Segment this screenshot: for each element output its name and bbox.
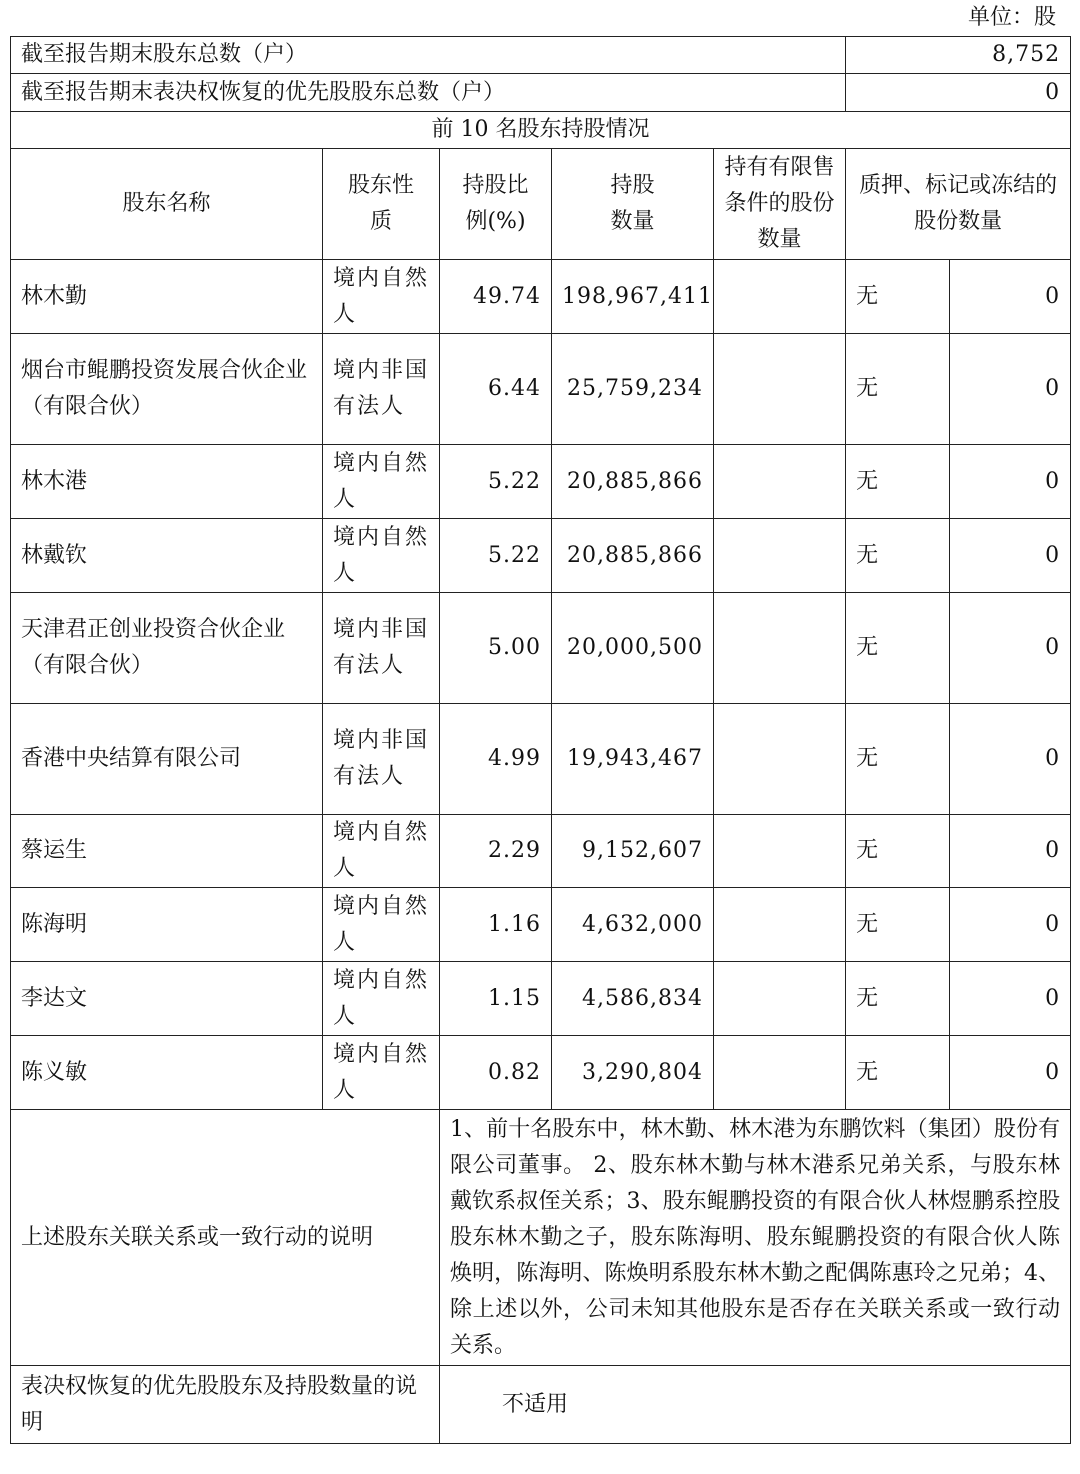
shareholder-ratio: 5.22 xyxy=(440,519,552,593)
shareholder-nature: 境内自然人 xyxy=(323,815,440,888)
preferred-note-value: 不适用 xyxy=(440,1366,1071,1444)
shareholder-ratio: 5.00 xyxy=(440,593,552,704)
shareholder-row xyxy=(11,260,1071,334)
header-row xyxy=(11,149,1071,260)
shareholder-row xyxy=(11,888,1071,962)
shareholder-nature: 境内自然人 xyxy=(323,962,440,1036)
shareholder-restricted xyxy=(714,962,846,1036)
shareholder-nature: 境内非国有法人 xyxy=(323,704,440,815)
shareholder-nature: 境内自然人 xyxy=(323,888,440,962)
shareholder-nature: 境内自然人 xyxy=(323,519,440,593)
shareholder-pledge-qty: 0 xyxy=(950,519,1071,593)
shareholder-quantity: 3,290,804 xyxy=(552,1036,714,1110)
shareholder-quantity: 20,885,866 xyxy=(552,519,714,593)
shareholder-ratio: 6.44 xyxy=(440,334,552,445)
shareholder-name: 陈义敏 xyxy=(11,1036,323,1110)
shareholder-restricted xyxy=(714,815,846,888)
shareholder-name: 林戴钦 xyxy=(11,519,323,593)
preferred-shareholders-value: 0 xyxy=(846,74,1071,112)
shareholder-restricted xyxy=(714,888,846,962)
shareholder-pledge-qty: 0 xyxy=(950,1036,1071,1110)
shareholder-quantity: 9,152,607 xyxy=(552,815,714,888)
shareholder-row xyxy=(11,815,1071,888)
header-restricted: 持有有限售条件的股份数量 xyxy=(714,149,846,260)
preferred-shareholders-label: 截至报告期末表决权恢复的优先股股东总数（户） xyxy=(11,74,846,112)
shareholder-nature: 境内自然人 xyxy=(323,1036,440,1110)
shareholder-pledge-status: 无 xyxy=(846,1036,950,1110)
shareholder-quantity: 19,943,467 xyxy=(552,704,714,815)
shareholder-row xyxy=(11,593,1071,704)
header-name: 股东名称 xyxy=(11,149,323,260)
shareholder-nature: 境内自然人 xyxy=(323,260,440,334)
shareholder-name: 蔡运生 xyxy=(11,815,323,888)
header-nature: 股东性质 xyxy=(323,149,440,260)
shareholder-ratio: 5.22 xyxy=(440,445,552,519)
preferred-shareholders-row xyxy=(11,74,1071,112)
preferred-note-row xyxy=(11,1366,1071,1444)
total-shareholders-row xyxy=(11,37,1071,74)
shareholder-name: 香港中央结算有限公司 xyxy=(11,704,323,815)
shareholder-pledge-status: 无 xyxy=(846,962,950,1036)
relations-row xyxy=(11,1110,1071,1366)
shareholder-row xyxy=(11,1036,1071,1110)
shareholder-pledge-status: 无 xyxy=(846,593,950,704)
shareholder-table xyxy=(10,36,1071,1444)
shareholder-pledge-qty: 0 xyxy=(950,704,1071,815)
shareholder-name: 李达文 xyxy=(11,962,323,1036)
shareholder-name: 林木港 xyxy=(11,445,323,519)
shareholder-pledge-qty: 0 xyxy=(950,260,1071,334)
shareholder-name: 天津君正创业投资合伙企业（有限合伙） xyxy=(11,593,323,704)
shareholder-ratio: 2.29 xyxy=(440,815,552,888)
section-title: 前 10 名股东持股情况 xyxy=(11,112,1071,149)
shareholder-pledge-status: 无 xyxy=(846,260,950,334)
unit-label: 单位：股 xyxy=(967,5,1056,30)
shareholder-nature: 境内非国有法人 xyxy=(323,593,440,704)
section-title-row xyxy=(11,112,1071,149)
shareholder-restricted xyxy=(714,1036,846,1110)
shareholder-name: 烟台市鲲鹏投资发展合伙企业（有限合伙） xyxy=(11,334,323,445)
shareholder-pledge-qty: 0 xyxy=(950,445,1071,519)
shareholder-quantity: 20,885,866 xyxy=(552,445,714,519)
shareholder-pledge-status: 无 xyxy=(846,888,950,962)
shareholder-row xyxy=(11,334,1071,445)
shareholder-pledge-qty: 0 xyxy=(950,815,1071,888)
shareholder-ratio: 4.99 xyxy=(440,704,552,815)
shareholder-quantity: 25,759,234 xyxy=(552,334,714,445)
total-shareholders-label: 截至报告期末股东总数（户） xyxy=(11,37,846,74)
shareholder-quantity: 4,586,834 xyxy=(552,962,714,1036)
shareholder-ratio: 1.15 xyxy=(440,962,552,1036)
header-ratio: 持股比例(%) xyxy=(440,149,552,260)
shareholder-nature: 境内自然人 xyxy=(323,445,440,519)
header-quantity: 持股数量 xyxy=(552,149,714,260)
header-pledge: 质押、标记或冻结的股份数量 xyxy=(846,149,1071,260)
shareholder-nature: 境内非国有法人 xyxy=(323,334,440,445)
relations-label: 上述股东关联关系或一致行动的说明 xyxy=(11,1110,440,1366)
shareholder-name: 陈海明 xyxy=(11,888,323,962)
shareholder-pledge-qty: 0 xyxy=(950,334,1071,445)
shareholder-quantity: 198,967,411 xyxy=(552,260,714,334)
shareholder-row xyxy=(11,704,1071,815)
shareholder-name: 林木勤 xyxy=(11,260,323,334)
shareholder-pledge-qty: 0 xyxy=(950,962,1071,1036)
shareholder-pledge-qty: 0 xyxy=(950,593,1071,704)
shareholder-pledge-status: 无 xyxy=(846,519,950,593)
shareholder-restricted xyxy=(714,704,846,815)
shareholder-quantity: 4,632,000 xyxy=(552,888,714,962)
shareholder-pledge-qty: 0 xyxy=(950,888,1071,962)
shareholder-restricted xyxy=(714,260,846,334)
shareholder-ratio: 0.82 xyxy=(440,1036,552,1110)
shareholder-restricted xyxy=(714,593,846,704)
shareholder-pledge-status: 无 xyxy=(846,704,950,815)
shareholder-ratio: 49.74 xyxy=(440,260,552,334)
shareholder-quantity: 20,000,500 xyxy=(552,593,714,704)
total-shareholders-value: 8,752 xyxy=(846,37,1071,74)
preferred-note-label: 表决权恢复的优先股股东及持股数量的说明 xyxy=(11,1366,440,1444)
shareholder-pledge-status: 无 xyxy=(846,445,950,519)
shareholder-restricted xyxy=(714,334,846,445)
shareholder-restricted xyxy=(714,519,846,593)
shareholder-restricted xyxy=(714,445,846,519)
shareholder-row xyxy=(11,445,1071,519)
relations-text: 1、前十名股东中，林木勤、林木港为东鹏饮料（集团）股份有限公司董事。 2、股东林木勤与林木港系兄弟关系，与股东林戴钦系叔侄关系；3、股东鲲鹏投资的有限合伙人林煜鹏系控股股东林木勤之子，股东陈海明、股东鲲鹏投资的有限合伙人陈焕明，陈海明、陈焕明系股东林木勤之配偶陈惠玲之兄弟；4、除上述以外，公司未知其他股东是否存在关联关系或一致行动关系。 xyxy=(440,1110,1071,1366)
shareholder-row xyxy=(11,962,1071,1036)
shareholder-row xyxy=(11,519,1071,593)
shareholder-ratio: 1.16 xyxy=(440,888,552,962)
shareholder-pledge-status: 无 xyxy=(846,334,950,445)
shareholder-pledge-status: 无 xyxy=(846,815,950,888)
